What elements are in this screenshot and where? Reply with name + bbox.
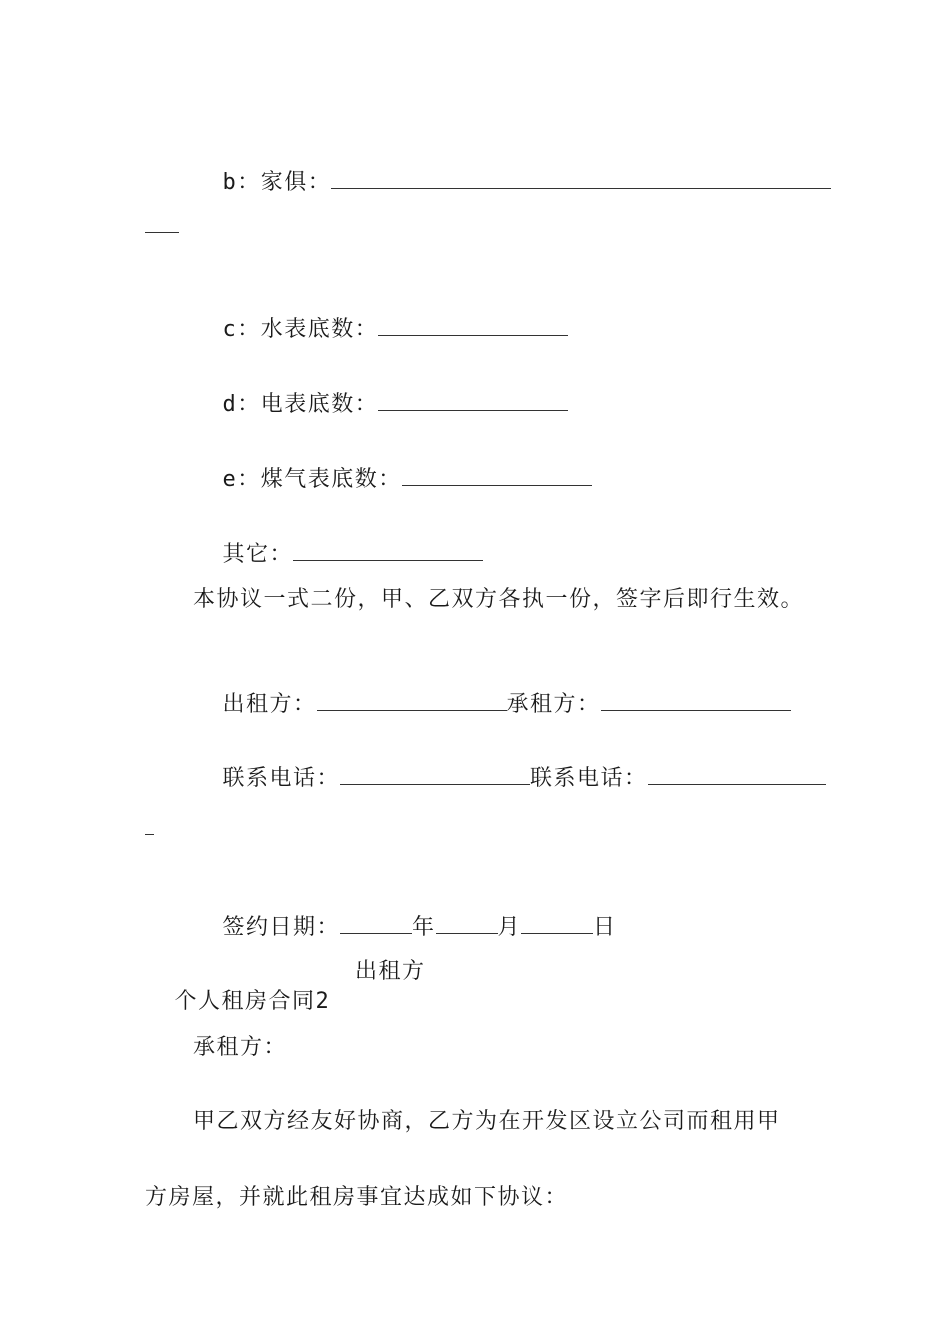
gas-meter-line [193, 435, 592, 495]
other-blank [293, 540, 483, 561]
lessee-blank [601, 690, 791, 711]
lessor-label: 出租方： [222, 692, 317, 717]
lessee-phone-label: 联系电话： [530, 766, 648, 791]
contract2-lessor-label: 出租方 [355, 959, 426, 984]
contract2-heading-line [145, 957, 330, 1017]
furniture-line [193, 138, 831, 198]
day-label: 日 [593, 915, 617, 940]
lessee-label: 承租方： [506, 692, 601, 717]
electric-meter-blank [378, 390, 568, 411]
signature-line [193, 660, 791, 720]
agreement-copies-text: 本协议一式二份，甲、乙双方各执一份，签字后即行生效。 [193, 587, 805, 612]
furniture-label: b：家俱： [222, 170, 332, 195]
gas-meter-label: e：煤气表底数： [222, 467, 402, 492]
water-meter-label: c：水表底数： [222, 317, 379, 342]
other-label: 其它： [222, 542, 294, 567]
day-blank [521, 913, 593, 934]
lessor-phone-blank [340, 764, 530, 785]
sign-date-label: 签约日期： [222, 915, 341, 940]
other-line [193, 510, 483, 570]
water-meter-line [193, 285, 568, 345]
phone-blank-continued [145, 834, 154, 835]
lessor-phone-label: 联系电话： [222, 766, 341, 791]
month-label: 月 [497, 915, 522, 940]
water-meter-blank [378, 315, 568, 336]
lessee-phone-blank [648, 764, 826, 785]
electric-meter-line [193, 360, 568, 420]
year-label: 年 [412, 915, 436, 940]
contract2-lessee-label: 承租方： [193, 1035, 288, 1060]
furniture-blank-continued [145, 232, 179, 233]
contract2-intro-line1: 甲乙双方经友好协商，乙方为在开发区设立公司而租用甲 [193, 1109, 781, 1134]
phone-line [193, 734, 826, 794]
electric-meter-label: d：电表底数： [222, 392, 379, 417]
sign-date-line [193, 883, 617, 943]
furniture-blank [331, 168, 831, 189]
gas-meter-blank [402, 465, 592, 486]
contract2-title: 个人租房合同2 [174, 989, 331, 1014]
year-blank [340, 913, 412, 934]
lessor-blank [317, 690, 507, 711]
contract2-intro-line2: 方房屋，并就此租房事宜达成如下协议： [145, 1185, 569, 1210]
month-blank [436, 913, 498, 934]
